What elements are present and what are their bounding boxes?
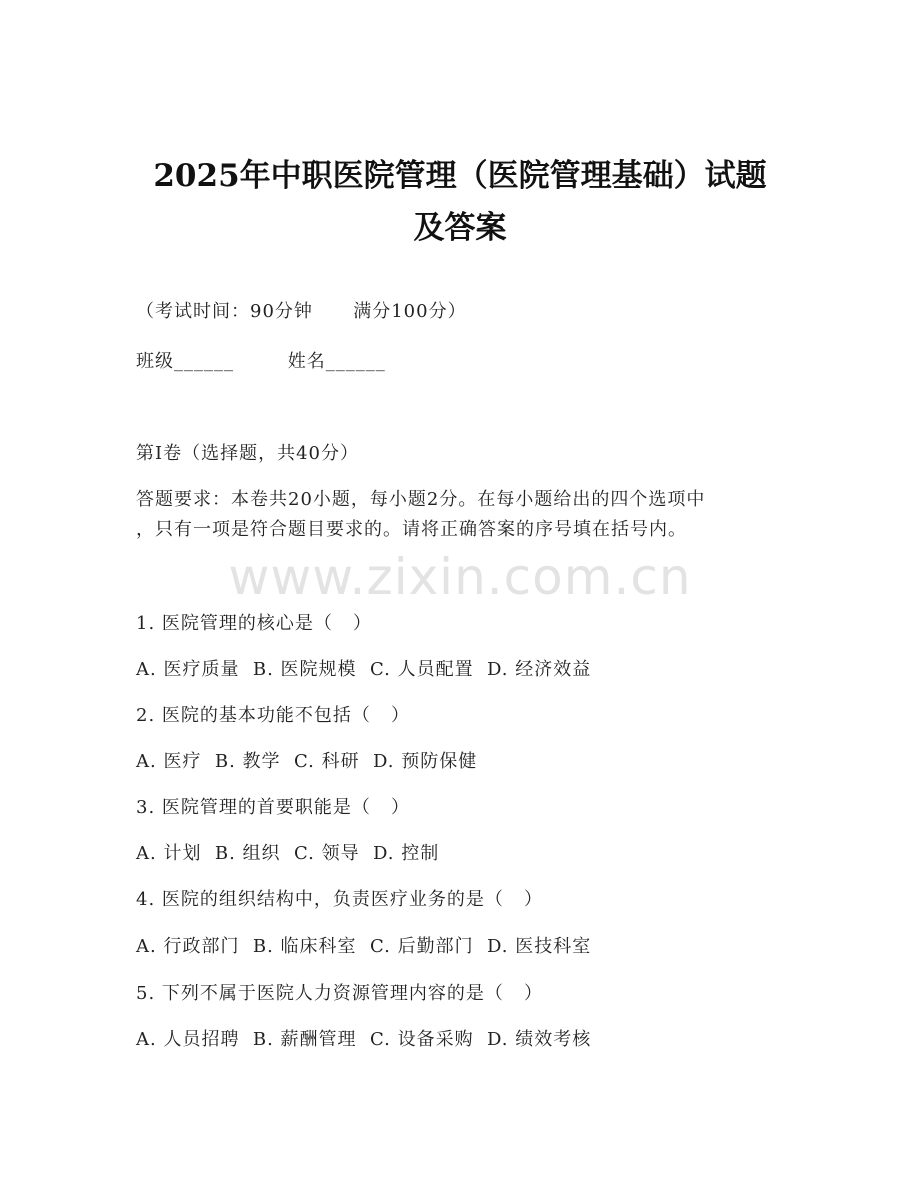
question-5-stem: 5. 下列不属于医院人力资源管理内容的是（ ） [136,983,544,1004]
question-1-options: A. 医疗质量 B. 医院规模 C. 人员配置 D. 经济效益 [136,659,592,680]
question-3-options: A. 计划 B. 组织 C. 领导 D. 控制 [136,843,440,864]
question-2-options: A. 医疗 B. 教学 C. 科研 D. 预防保健 [136,751,478,772]
question-4-options: A. 行政部门 B. 临床科室 C. 后勤部门 D. 医技科室 [136,936,592,957]
document-title-line-1: 2025年中职医院管理（医院管理基础）试题 [153,158,767,194]
section-header: 第Ⅰ卷（选择题，共40分） [136,443,360,464]
question-2-stem: 2. 医院的基本功能不包括（ ） [136,705,411,726]
question-1-stem: 1. 医院管理的核心是（ ） [136,613,373,634]
question-3-stem: 3. 医院管理的首要职能是（ ） [136,797,411,818]
exam-info: （考试时间：90分钟 满分100分） [136,301,467,322]
instructions-line-2: ，只有一项是符合题目要求的。请将正确答案的序号填在括号内。 [136,519,687,540]
instructions-line-1: 答题要求：本卷共20小题，每小题2分。在每小题给出的四个选项中 [136,489,706,510]
watermark-text: www.zixin.com.cn [228,548,692,606]
document-title-line-2: 及答案 [413,210,507,246]
question-5-options: A. 人员招聘 B. 薪酬管理 C. 设备采购 D. 绩效考核 [136,1029,592,1050]
class-name-line: 班级______ 姓名______ [136,351,386,372]
question-4-stem: 4. 医院的组织结构中，负责医疗业务的是（ ） [136,889,544,910]
